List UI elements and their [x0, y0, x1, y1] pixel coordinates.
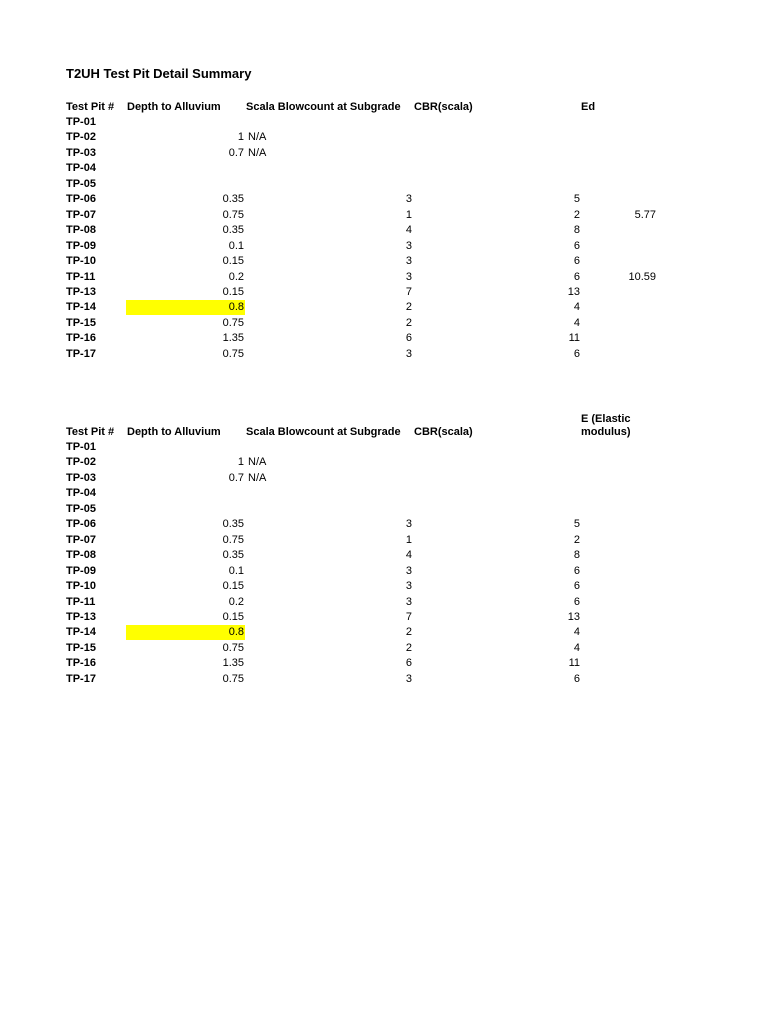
cell-scala-blowcount: 3	[405, 239, 412, 252]
cell-depth: 1.35	[222, 657, 244, 670]
cell-test-pit: TP-01	[66, 441, 96, 453]
cell-cbr: 6	[573, 564, 580, 577]
cell-test-pit: TP-08	[66, 549, 96, 562]
cell-depth: 0.35	[222, 224, 244, 237]
cell-test-pit: TP-11	[66, 270, 96, 283]
cell-test-pit: TP-09	[66, 564, 96, 577]
cell-scala-blowcount: 3	[405, 270, 412, 283]
cell-scala-blowcount: 3	[405, 580, 412, 593]
cell-depth: 0.1	[228, 239, 244, 252]
header-elastic-modulus-line2: modulus)	[581, 426, 631, 438]
cell-test-pit: TP-10	[66, 255, 96, 268]
cell-test-pit: TP-07	[66, 208, 96, 221]
cell-scala-blowcount: 2	[405, 641, 412, 654]
table-row	[0, 486, 768, 501]
table-row	[0, 533, 768, 548]
cell-cbr: 4	[573, 301, 580, 314]
cell-test-pit: TP-06	[66, 518, 96, 531]
cell-test-pit: TP-17	[66, 347, 96, 360]
cell-scala-blowcount: 7	[405, 285, 412, 298]
cell-depth: 0.8	[228, 301, 244, 314]
cell-cbr: 4	[573, 316, 580, 329]
cell-test-pit: TP-15	[66, 641, 96, 654]
cell-depth: 0.15	[222, 285, 244, 298]
header-scala-blowcount: Scala Blowcount at Subgrade	[246, 101, 401, 113]
cell-cbr: 2	[573, 208, 580, 221]
cell-test-pit: TP-09	[66, 239, 96, 252]
cell-depth: 0.75	[222, 316, 244, 329]
cell-cbr: 8	[573, 224, 580, 237]
cell-depth-note: N/A	[248, 471, 267, 484]
cell-cbr: 11	[568, 657, 580, 670]
cell-cbr: 2	[573, 533, 580, 546]
table-row	[0, 130, 768, 145]
table-row	[0, 331, 768, 346]
table-row	[0, 347, 768, 362]
cell-scala-blowcount: 1	[405, 533, 412, 546]
page-title: T2UH Test Pit Detail Summary	[66, 66, 252, 81]
table-row	[0, 440, 768, 455]
table-row	[0, 285, 768, 300]
table-row	[0, 579, 768, 594]
table-row	[0, 177, 768, 192]
cell-test-pit: TP-15	[66, 316, 96, 329]
cell-cbr: 6	[573, 347, 580, 360]
cell-scala-blowcount: 3	[405, 672, 412, 685]
highlighted-cell	[126, 300, 245, 315]
cell-scala-blowcount: 6	[405, 332, 412, 345]
cell-depth: 0.7	[228, 471, 244, 484]
cell-test-pit: TP-05	[66, 177, 96, 190]
cell-depth-note: N/A	[248, 456, 267, 469]
cell-depth: 0.35	[222, 549, 244, 562]
cell-ed: 10.59	[628, 270, 656, 283]
cell-test-pit: TP-17	[66, 672, 96, 685]
table-row	[0, 223, 768, 238]
table-row	[0, 254, 768, 269]
cell-depth: 0.15	[222, 610, 244, 623]
cell-test-pit: TP-16	[66, 657, 96, 670]
cell-scala-blowcount: 3	[405, 193, 412, 206]
cell-test-pit: TP-06	[66, 193, 96, 206]
cell-test-pit: TP-14	[66, 626, 96, 639]
cell-depth: 0.8	[228, 626, 244, 639]
header-depth-to-alluvium: Depth to Alluvium	[127, 426, 221, 438]
cell-scala-blowcount: 3	[405, 564, 412, 577]
cell-test-pit: TP-11	[66, 595, 96, 608]
cell-depth: 0.1	[228, 564, 244, 577]
cell-depth: 0.2	[228, 595, 244, 608]
table-row	[0, 115, 768, 130]
cell-test-pit: TP-02	[66, 131, 96, 144]
table-row	[0, 625, 768, 640]
cell-scala-blowcount: 3	[405, 595, 412, 608]
table-row	[0, 316, 768, 331]
cell-scala-blowcount: 2	[405, 626, 412, 639]
table-row	[0, 208, 768, 223]
table-row	[0, 641, 768, 656]
cell-test-pit: TP-13	[66, 285, 96, 298]
table-row	[0, 192, 768, 207]
header-cbr-scala: CBR(scala)	[414, 101, 473, 113]
cell-test-pit: TP-05	[66, 502, 96, 515]
cell-test-pit: TP-04	[66, 487, 96, 500]
header-ed: Ed	[581, 101, 596, 113]
cell-depth: 0.75	[222, 672, 244, 685]
cell-test-pit: TP-04	[66, 162, 96, 175]
table-row	[0, 517, 768, 532]
cell-ed: 5.77	[634, 208, 656, 221]
table-row	[0, 564, 768, 579]
cell-depth: 0.75	[222, 208, 244, 221]
cell-scala-blowcount: 3	[405, 347, 412, 360]
cell-cbr: 8	[573, 549, 580, 562]
table-row	[0, 270, 768, 285]
cell-scala-blowcount: 6	[405, 657, 412, 670]
cell-depth-note: N/A	[248, 146, 267, 159]
table-row	[0, 610, 768, 625]
cell-scala-blowcount: 3	[405, 255, 412, 268]
cell-scala-blowcount: 3	[405, 518, 412, 531]
cell-cbr: 6	[573, 239, 580, 252]
table-row	[0, 471, 768, 486]
cell-depth: 0.75	[222, 641, 244, 654]
cell-depth: 1	[237, 131, 244, 144]
cell-cbr: 13	[567, 285, 580, 298]
header-test-pit: Test Pit #	[66, 101, 115, 113]
cell-test-pit: TP-10	[66, 580, 96, 593]
cell-depth: 1	[237, 456, 244, 469]
cell-test-pit: TP-08	[66, 224, 96, 237]
cell-scala-blowcount: 4	[405, 549, 412, 562]
cell-scala-blowcount: 1	[405, 208, 412, 221]
cell-test-pit: TP-16	[66, 332, 96, 345]
cell-test-pit: TP-02	[66, 456, 96, 469]
cell-depth: 0.7	[228, 146, 244, 159]
table-row	[0, 455, 768, 470]
cell-scala-blowcount: 2	[405, 316, 412, 329]
header-scala-blowcount: Scala Blowcount at Subgrade	[246, 426, 401, 438]
cell-test-pit: TP-03	[66, 146, 96, 159]
cell-scala-blowcount: 2	[405, 301, 412, 314]
cell-test-pit: TP-13	[66, 610, 96, 623]
highlighted-cell	[126, 625, 245, 640]
cell-cbr: 5	[573, 518, 580, 531]
table-row	[0, 548, 768, 563]
cell-test-pit: TP-14	[66, 301, 96, 314]
cell-cbr: 13	[567, 610, 580, 623]
cell-test-pit: TP-07	[66, 533, 96, 546]
cell-depth: 0.35	[222, 193, 244, 206]
table-row	[0, 146, 768, 161]
cell-cbr: 6	[573, 672, 580, 685]
cell-depth: 0.15	[222, 580, 244, 593]
cell-depth-note: N/A	[248, 131, 267, 144]
table-row	[0, 595, 768, 610]
cell-cbr: 5	[573, 193, 580, 206]
cell-cbr: 6	[573, 270, 580, 283]
cell-cbr: 4	[573, 626, 580, 639]
cell-cbr: 11	[568, 332, 580, 345]
header-cbr-scala: CBR(scala)	[414, 426, 473, 438]
table-row	[0, 656, 768, 671]
table-row	[0, 672, 768, 687]
cell-scala-blowcount: 4	[405, 224, 412, 237]
cell-cbr: 4	[573, 641, 580, 654]
cell-depth: 0.75	[222, 347, 244, 360]
cell-cbr: 6	[573, 255, 580, 268]
cell-depth: 0.2	[228, 270, 244, 283]
cell-cbr: 6	[573, 580, 580, 593]
cell-depth: 0.75	[222, 533, 244, 546]
cell-depth: 0.35	[222, 518, 244, 531]
table-row	[0, 161, 768, 176]
header-elastic-modulus-line1: E (Elastic	[581, 413, 631, 425]
cell-test-pit: TP-01	[66, 116, 96, 128]
cell-depth: 1.35	[222, 332, 244, 345]
table-row	[0, 239, 768, 254]
table-row	[0, 502, 768, 517]
header-test-pit: Test Pit #	[66, 426, 115, 438]
cell-cbr: 6	[573, 595, 580, 608]
cell-scala-blowcount: 7	[405, 610, 412, 623]
table-row	[0, 300, 768, 315]
header-depth-to-alluvium: Depth to Alluvium	[127, 101, 221, 113]
cell-depth: 0.15	[222, 255, 244, 268]
cell-test-pit: TP-03	[66, 471, 96, 484]
